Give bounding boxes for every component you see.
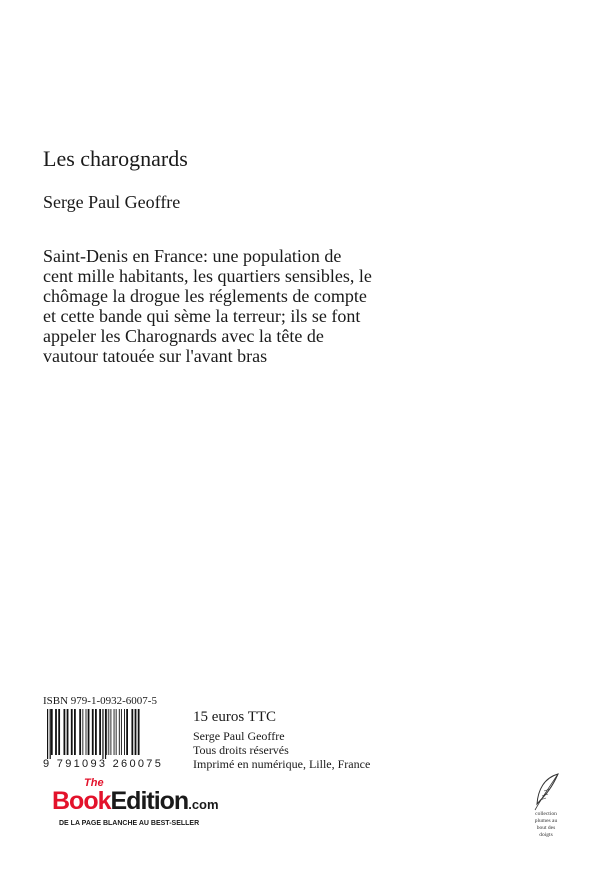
- barcode: [43, 709, 183, 759]
- printing-notice: Imprimé en numérique, Lille, France: [193, 757, 371, 771]
- logo-dotcom: .com: [188, 797, 219, 812]
- synopsis-line: cent mille habitants, les quartiers sensibles, le: [43, 266, 372, 286]
- publisher-logo: [52, 777, 252, 847]
- isbn-label: ISBN 979-1-0932-6007-5: [43, 695, 157, 707]
- barcode-digits: 9 791093 260075: [43, 758, 164, 770]
- synopsis-line: Saint-Denis en France: une population de: [43, 246, 342, 266]
- feather-icon: [530, 772, 564, 812]
- logo-the: The: [84, 777, 104, 789]
- collection-line: doigts: [539, 832, 553, 838]
- synopsis-line: appeler les Charognards avec la tête de: [43, 326, 324, 346]
- collection-line: bout des: [536, 825, 556, 831]
- price: 15 euros TTC: [193, 709, 277, 725]
- rights-notice: Tous droits réservés: [193, 743, 289, 757]
- book-author: Serge Paul Geoffre: [43, 192, 181, 212]
- synopsis-line: vautour tatouée sur l'avant bras: [43, 346, 268, 366]
- synopsis: [43, 246, 463, 366]
- collection-label: [520, 811, 572, 839]
- synopsis-line: et cette bande qui sème la terreur; ils se font: [43, 306, 361, 326]
- imprint-author: Serge Paul Geoffre: [193, 729, 285, 743]
- collection-line: plumes au: [534, 818, 558, 824]
- logo-wordmark: [52, 787, 219, 816]
- synopsis-line: chômage la drogue les réglements de compte: [43, 286, 367, 306]
- collection-line: collection: [535, 811, 557, 817]
- logo-book: Book: [52, 787, 111, 815]
- logo-edition: Edition: [110, 787, 189, 815]
- logo-tagline: DE LA PAGE BLANCHE AU BEST-SELLER: [59, 820, 200, 827]
- book-title: Les charognards: [43, 146, 188, 171]
